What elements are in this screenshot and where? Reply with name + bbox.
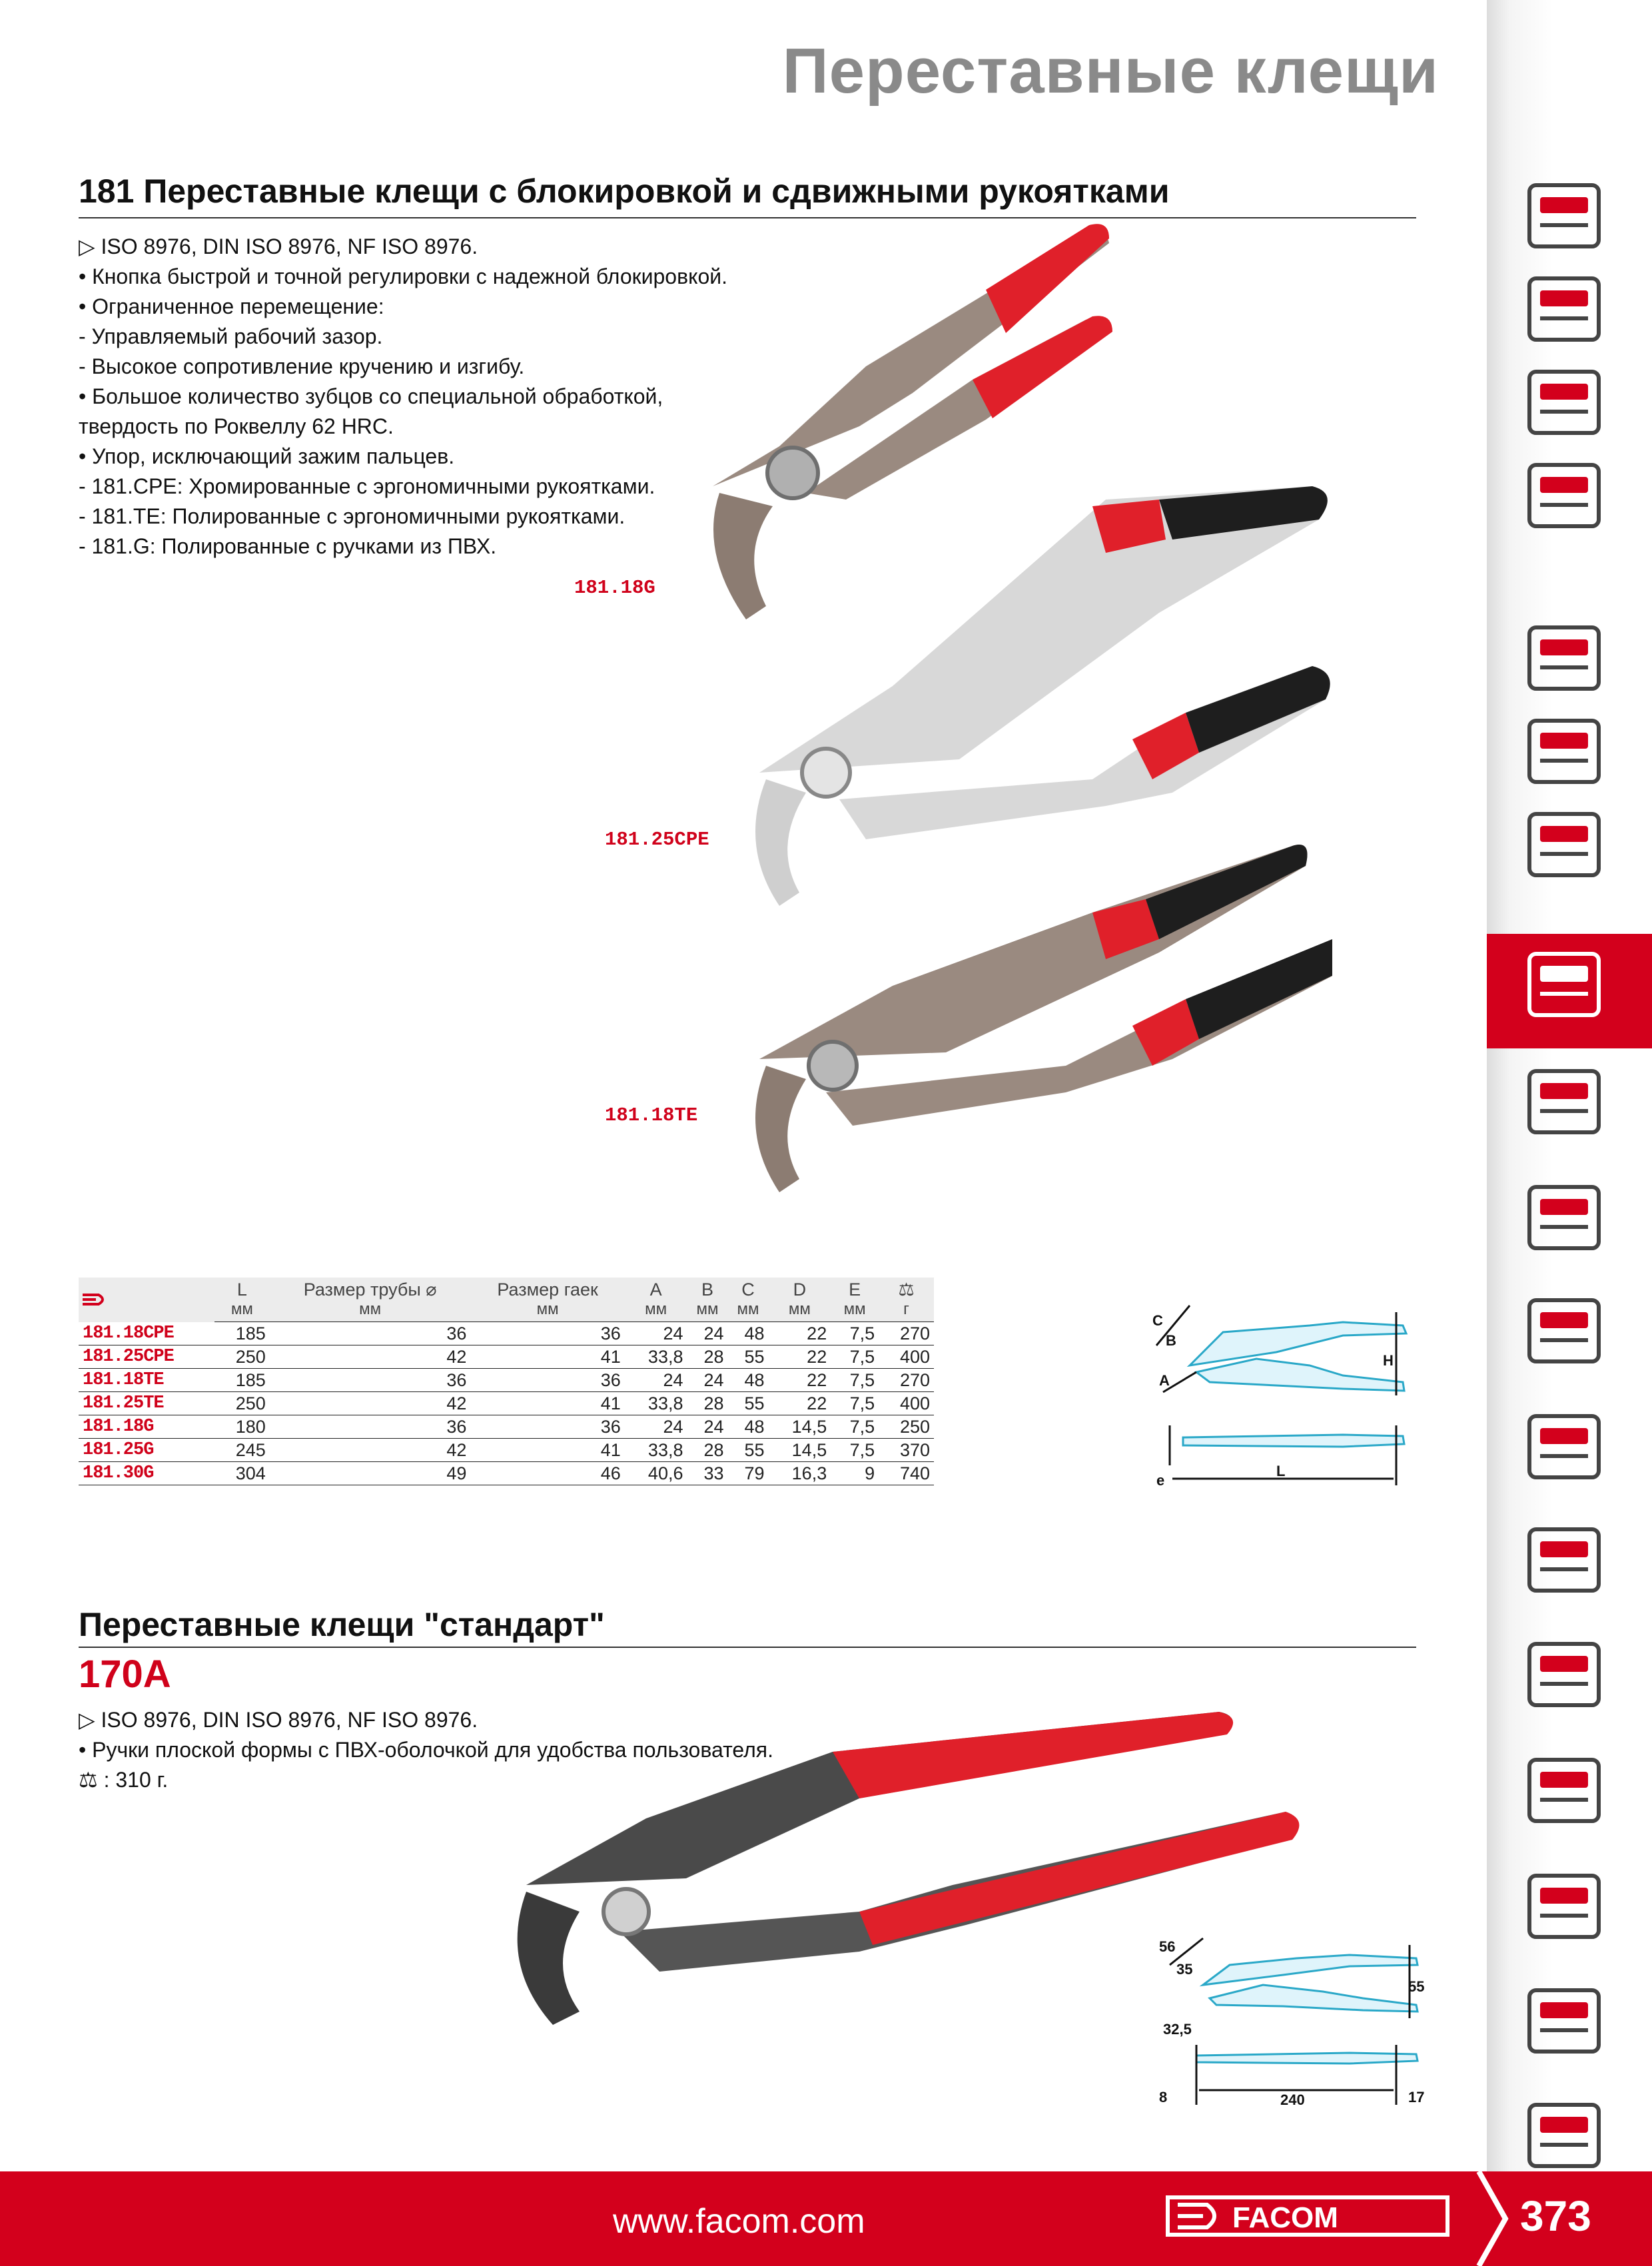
table-row	[79, 1462, 934, 1485]
standards-text: ISO 8976, DIN ISO 8976, NF ISO 8976.	[101, 234, 478, 258]
value-cell: 24	[625, 1369, 687, 1392]
dim-label-l: L	[1276, 1463, 1286, 1479]
value-cell: 370	[879, 1439, 934, 1462]
electrical-icon[interactable]	[1507, 1849, 1621, 1964]
dim-label-c: C	[1152, 1312, 1163, 1329]
pliers-181-18te-image	[755, 845, 1332, 1192]
value-cell: 7,5	[831, 1369, 879, 1392]
bullet-line: - 181.CPE: Хромированные с эргономичными рукоятками.	[79, 474, 655, 498]
section-divider	[79, 1647, 1416, 1648]
bullet-line: - Управляемый рабочий зазор.	[79, 324, 383, 348]
standards-line	[79, 232, 727, 262]
bullet-line: • Кнопка быстрой и точной регулировки с надежной блокировкой.	[79, 264, 728, 288]
col-header-b: B	[701, 1280, 713, 1300]
bullet-line: - 181.G: Полированные с ручками из ПВХ.	[79, 534, 497, 558]
reference-icon	[79, 1278, 214, 1322]
value-cell: 28	[687, 1439, 727, 1462]
value-cell: 41	[470, 1345, 624, 1369]
impact-wrench-icon[interactable]	[1507, 1617, 1621, 1732]
value-cell: 46	[470, 1462, 624, 1485]
footer-url-link[interactable]: www.facom.com	[613, 2202, 865, 2241]
value-cell: 33,8	[625, 1392, 687, 1415]
value-cell: 48	[728, 1322, 769, 1345]
value-cell: 24	[687, 1415, 727, 1439]
col-header-l: L	[236, 1280, 247, 1300]
value-cell: 7,5	[831, 1322, 879, 1345]
dim-label-35: 35	[1176, 1961, 1193, 1978]
value-cell: 42	[270, 1439, 471, 1462]
reference-cell: 181.25TE	[79, 1392, 214, 1415]
pliers-product-images	[693, 206, 1332, 1246]
bullet-line: - Высокое сопротивление кручению и изгибу.	[79, 354, 525, 378]
dim-label-17: 17	[1408, 2089, 1425, 2105]
screwdriver-icon[interactable]	[1507, 787, 1621, 902]
col-header-d: D	[793, 1280, 807, 1300]
vise-icon[interactable]	[1507, 1733, 1621, 1848]
bullet-line: • Ручки плоской формы с ПВХ-оболочкой для удобства пользователя.	[79, 1738, 773, 1762]
value-cell: 41	[470, 1439, 624, 1462]
value-cell: 36	[470, 1369, 624, 1392]
page-number: 373	[1520, 2192, 1591, 2240]
dim-label-240: 240	[1280, 2091, 1305, 2108]
value-cell: 33	[687, 1462, 727, 1485]
value-cell: 55	[728, 1345, 769, 1369]
triangle-icon: ▷	[79, 1708, 101, 1732]
value-cell: 180	[214, 1415, 270, 1439]
section-description	[79, 232, 727, 562]
dim-label-55: 55	[1408, 1978, 1425, 1995]
value-cell: 250	[879, 1415, 934, 1439]
value-cell: 16,3	[769, 1462, 831, 1485]
value-cell: 400	[879, 1345, 934, 1369]
value-cell: 7,5	[831, 1345, 879, 1369]
unit-cell: г	[879, 1300, 934, 1322]
value-cell: 22	[769, 1392, 831, 1415]
value-cell: 24	[687, 1322, 727, 1345]
value-cell: 14,5	[769, 1439, 831, 1462]
spec-table	[79, 1278, 934, 1485]
value-cell: 250	[214, 1392, 270, 1415]
unit-cell: мм	[831, 1300, 879, 1322]
value-cell: 400	[879, 1392, 934, 1415]
reference-cell: 181.25G	[79, 1439, 214, 1462]
value-cell: 36	[270, 1369, 471, 1392]
value-cell: 24	[625, 1322, 687, 1345]
product-code-170a: 170A	[79, 1653, 171, 1696]
footer-arrow-separator	[1465, 2171, 1519, 2266]
value-cell: 28	[687, 1345, 727, 1369]
facom-logo-text: FACOM	[1232, 2201, 1338, 2234]
value-cell: 7,5	[831, 1439, 879, 1462]
dim-label-32-5: 32,5	[1163, 2021, 1192, 2038]
table-row	[79, 1439, 934, 1462]
product-label-181-18te: 181.18TE	[605, 1104, 698, 1126]
value-cell: 42	[270, 1392, 471, 1415]
reference-cell: 181.18TE	[79, 1369, 214, 1392]
value-cell: 9	[831, 1462, 879, 1485]
value-cell: 740	[879, 1462, 934, 1485]
value-cell: 270	[879, 1369, 934, 1392]
dim-label-b: B	[1166, 1332, 1176, 1349]
weight-line: ⚖ : 310 г.	[79, 1768, 169, 1792]
hammer-icon[interactable]	[1507, 1160, 1621, 1275]
flashlight-icon[interactable]	[1507, 1503, 1621, 1617]
table-header-row	[79, 1278, 934, 1300]
value-cell: 79	[728, 1462, 769, 1485]
value-cell: 22	[769, 1369, 831, 1392]
unit-cell: мм	[687, 1300, 727, 1322]
unit-cell: мм	[769, 1300, 831, 1322]
wrench-icon[interactable]	[1507, 438, 1621, 553]
value-cell: 7,5	[831, 1392, 879, 1415]
value-cell: 28	[687, 1392, 727, 1415]
product-label-181-25cpe: 181.25CPE	[605, 829, 709, 851]
table-row	[79, 1369, 934, 1392]
col-header-weight: ⚖	[898, 1280, 915, 1300]
value-cell: 250	[214, 1345, 270, 1369]
section-title-standard: Переставные клещи "стандарт"	[79, 1606, 605, 1643]
page-title: Переставные клещи	[782, 35, 1439, 107]
value-cell: 14,5	[769, 1415, 831, 1439]
value-cell: 185	[214, 1369, 270, 1392]
hacksaw-icon[interactable]	[1507, 1274, 1621, 1388]
value-cell: 48	[728, 1415, 769, 1439]
value-cell: 40,6	[625, 1462, 687, 1485]
table-row	[79, 1345, 934, 1369]
value-cell: 33,8	[625, 1439, 687, 1462]
value-cell: 270	[879, 1322, 934, 1345]
reference-cell: 181.30G	[79, 1462, 214, 1485]
dim-label-a: A	[1159, 1372, 1170, 1389]
value-cell: 304	[214, 1462, 270, 1485]
table-row	[79, 1322, 934, 1345]
dim-label-h: H	[1383, 1352, 1394, 1369]
unit-cell: мм	[625, 1300, 687, 1322]
unit-cell: мм	[214, 1300, 270, 1322]
table-row	[79, 1392, 934, 1415]
value-cell: 33,8	[625, 1345, 687, 1369]
value-cell: 48	[728, 1369, 769, 1392]
dim-label-56: 56	[1159, 1938, 1176, 1955]
dimension-diagram-170a	[1150, 1925, 1436, 2118]
col-header-e: E	[849, 1280, 861, 1300]
col-header-nut: Размер гаек	[497, 1280, 598, 1300]
value-cell: 55	[728, 1392, 769, 1415]
reference-cell: 181.18CPE	[79, 1322, 214, 1345]
puller-icon[interactable]	[1507, 1389, 1621, 1504]
dim-label-8: 8	[1159, 2089, 1168, 2105]
value-cell: 36	[470, 1415, 624, 1439]
value-cell: 36	[270, 1322, 471, 1345]
product-label-181-18g: 181.18G	[574, 577, 655, 599]
value-cell: 36	[470, 1322, 624, 1345]
value-cell: 41	[470, 1392, 624, 1415]
cable-icon[interactable]	[1507, 1964, 1621, 2078]
bullet-line: - 181.TE: Полированные с эргономичными рукоятками.	[79, 504, 625, 528]
value-cell: 36	[270, 1415, 471, 1439]
value-cell: 42	[270, 1345, 471, 1369]
dimension-diagram-181	[1143, 1286, 1410, 1492]
reference-cell: 181.25CPE	[79, 1345, 214, 1369]
value-cell: 55	[728, 1439, 769, 1462]
reference-cell: 181.18G	[79, 1415, 214, 1439]
pliers-181-25cpe-image	[755, 486, 1330, 906]
table-row	[79, 1415, 934, 1439]
value-cell: 24	[687, 1369, 727, 1392]
bullet-line: • Упор, исключающий зажим пальцев.	[79, 444, 455, 468]
value-cell: 7,5	[831, 1415, 879, 1439]
bullet-line: твердость по Роквеллу 62 HRC.	[79, 414, 394, 438]
value-cell: 24	[625, 1415, 687, 1439]
unit-cell: мм	[728, 1300, 769, 1322]
section-title: 181 Переставные клещи с блокировкой и сдвижными рукоятками	[79, 173, 1170, 210]
triangle-icon: ▷	[79, 234, 101, 258]
unit-cell: мм	[470, 1300, 624, 1322]
value-cell: 22	[769, 1345, 831, 1369]
dim-label-e: e	[1156, 1472, 1165, 1489]
pliers-icon[interactable]	[1507, 927, 1621, 1042]
bullet-line: • Ограниченное перемещение:	[79, 294, 384, 318]
tape-measure-icon[interactable]	[1507, 1044, 1621, 1159]
unit-cell: мм	[270, 1300, 471, 1322]
facom-logo	[1166, 2193, 1449, 2239]
value-cell: 245	[214, 1439, 270, 1462]
col-header-pipe: Размер трубы ⌀	[303, 1280, 437, 1300]
col-header-a: A	[649, 1280, 662, 1300]
value-cell: 185	[214, 1322, 270, 1345]
value-cell: 22	[769, 1322, 831, 1345]
col-header-c: C	[741, 1280, 755, 1300]
value-cell: 49	[270, 1462, 471, 1485]
standards-text: ISO 8976, DIN ISO 8976, NF ISO 8976.	[101, 1708, 478, 1732]
bullet-line: • Большое количество зубцов со специальной обработкой,	[79, 384, 663, 408]
